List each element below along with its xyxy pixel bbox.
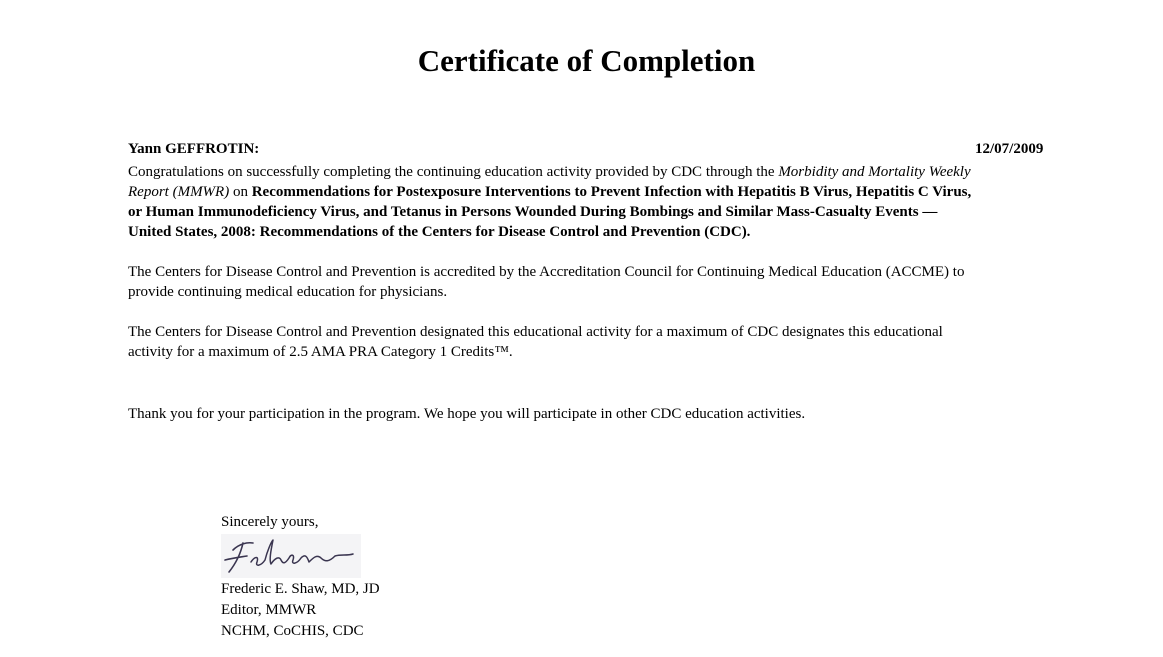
congratulations-paragraph [128, 162, 978, 242]
thank-you-paragraph: Thank you for your participation in the program. We hope you will participate in other CDC education activities. [128, 406, 806, 422]
recipient-name: Yann GEFFROTIN: [128, 141, 260, 157]
signer-block [221, 579, 380, 642]
page-title: Certificate of Completion [417, 43, 756, 78]
on-text: on [229, 184, 252, 200]
publication-name: Morbidity and Mortality Weekly Report (MMWR) [128, 164, 971, 200]
signer-organization: NCHM, CoCHIS, CDC [221, 623, 364, 639]
signature-icon [221, 534, 361, 578]
accreditation-paragraph: The Centers for Disease Control and Prevention is accredited by the Accreditation Council for Continuing Medical Education (ACCME) to provide continuing medical education for physicians. [128, 264, 965, 300]
intro-text: Congratulations on successfully completing the continuing education activity provided by CDC through the [128, 164, 779, 180]
signer-title: Editor, MMWR [221, 602, 317, 618]
closing-salutation: Sincerely yours, [221, 514, 319, 530]
signer-name: Frederic E. Shaw, MD, JD [221, 581, 380, 597]
credits-paragraph: The Centers for Disease Control and Prevention designated this educational activity for a maximum of CDC designates this educational activity for a maximum of 2.5 AMA PRA Category 1 Credits™. [128, 324, 943, 360]
signature-image [221, 534, 361, 578]
course-title: Recommendations for Postexposure Interventions to Prevent Infection with Hepatitis B Virus, Hepatitis C Virus, or Human Immunodeficiency Virus, and Tetanus in Persons Wounded During Bombings and Similar Mass-Casualty Events — United States, 2008: Recommendations of the Centers for Disease Control and Prevention (CDC). [128, 184, 972, 240]
certificate-date: 12/07/2009 [975, 141, 1044, 157]
